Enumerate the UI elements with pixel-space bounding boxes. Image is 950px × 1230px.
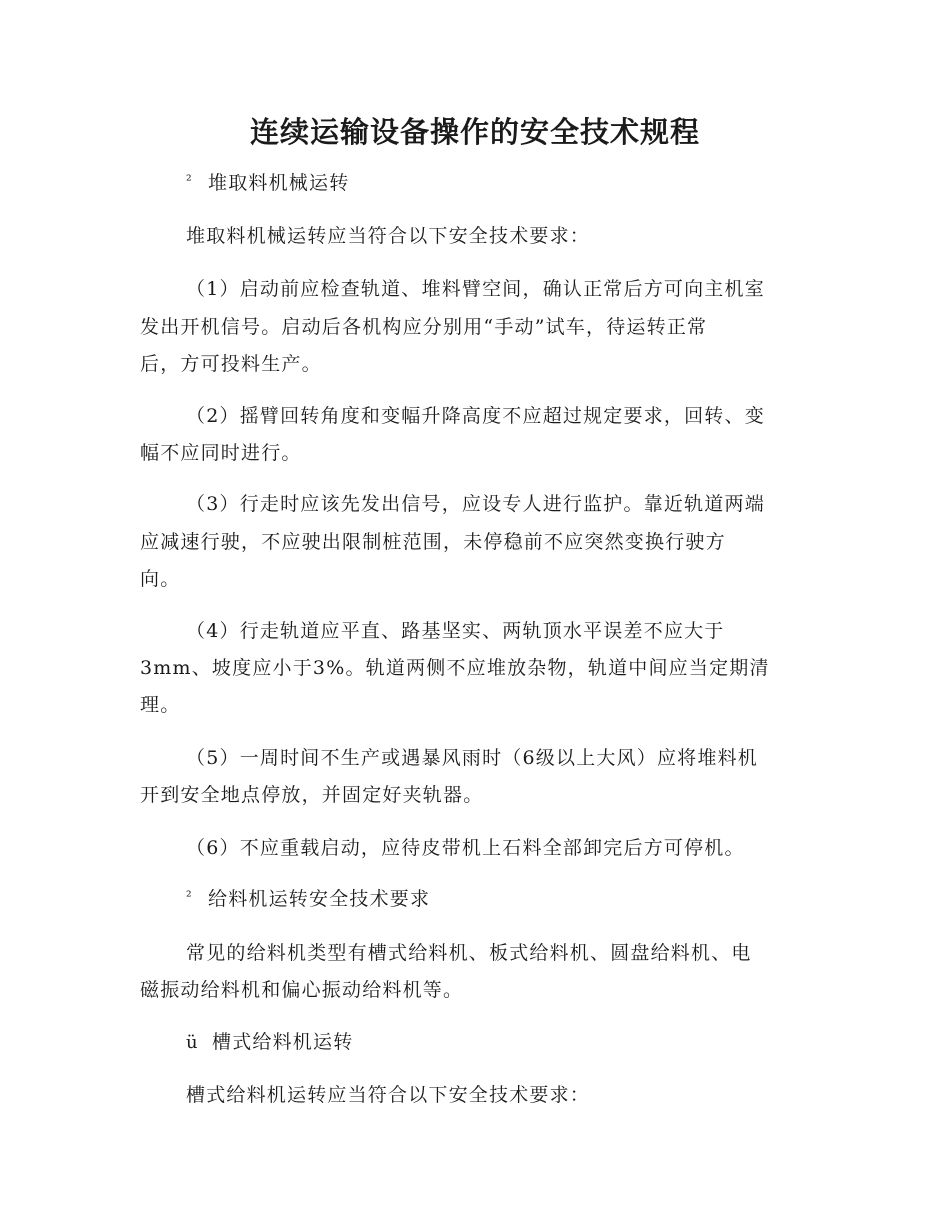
- section-heading: [186, 170, 349, 196]
- bullet-marker: ü: [186, 1032, 199, 1053]
- paragraph-line: （1）启动前应检查轨道、堆料臂空间，确认正常后方可向主机室: [186, 278, 765, 300]
- paragraph-line: 堆取料机械运转应当符合以下安全技术要求：: [186, 225, 591, 247]
- bullet-marker: ²: [186, 173, 193, 189]
- paragraph-line: （3）行走时应该先发出信号，应设专人进行监护。靠近轨道两端: [186, 493, 765, 515]
- paragraph-line: 槽式给料机运转应当符合以下安全技术要求：: [186, 1084, 591, 1106]
- document-title: 连续运输设备操作的安全技术规程: [249, 115, 700, 149]
- heading-text: 给料机运转安全技术要求: [208, 888, 431, 910]
- heading-text: 槽式给料机运转: [212, 1031, 354, 1053]
- paragraph-line: 3mm、坡度应小于3%。轨道两侧不应堆放杂物，轨道中间应当定期清: [140, 657, 770, 679]
- paragraph-line: 后，方可投料生产。: [140, 353, 322, 375]
- paragraph-line: （5）一周时间不生产或遇暴风雨时（6级以上大风）应将堆料机: [186, 747, 758, 769]
- paragraph-line: 向。: [140, 568, 181, 590]
- paragraph-line: 磁振动给料机和偏心振动给料机等。: [140, 979, 464, 1001]
- heading-text: 堆取料机械运转: [208, 172, 350, 194]
- bullet-marker: ²: [186, 889, 193, 905]
- subsection-heading: [186, 1029, 353, 1056]
- paragraph-line: 常见的给料机类型有槽式给料机、板式给料机、圆盘给料机、电: [186, 942, 752, 964]
- paragraph-line: 幅不应同时进行。: [140, 442, 302, 464]
- paragraph-line: （4）行走轨道应平直、路基坚实、两轨顶水平误差不应大于: [186, 620, 725, 642]
- paragraph-line: 应减速行驶，不应驶出限制桩范围，未停稳前不应突然变换行驶方: [140, 531, 726, 553]
- paragraph-line: 理。: [140, 694, 181, 716]
- paragraph-line: 发出开机信号。启动后各机构应分别用“手动”试车，待运转正常: [140, 316, 708, 338]
- paragraph-line: （6）不应重载启动，应待皮带机上石料全部卸完后方可停机。: [186, 837, 745, 859]
- paragraph-line: 开到安全地点停放，并固定好夹轨器。: [140, 784, 484, 806]
- section-heading: [186, 886, 430, 912]
- paragraph-line: （2）摇臂回转角度和变幅升降高度不应超过规定要求，回转、变: [186, 405, 765, 427]
